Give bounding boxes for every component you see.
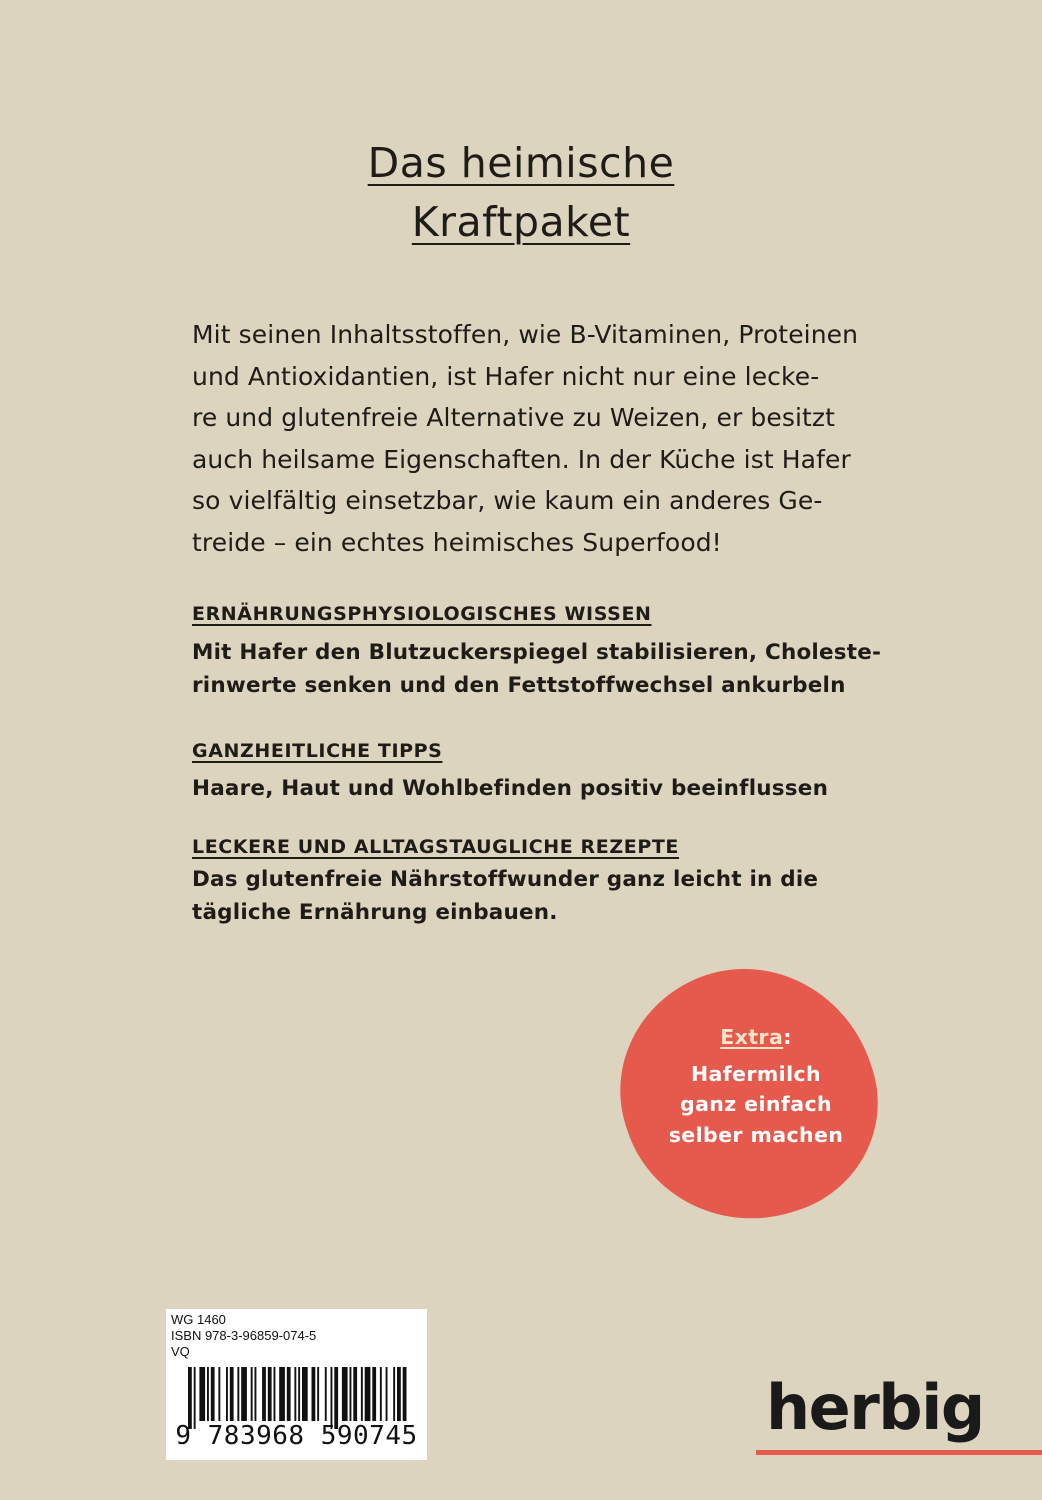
barcode-bar: [251, 1367, 253, 1421]
section-line: rinwerte senken und den Fettstoffwechsel ankurbeln: [192, 673, 846, 698]
section-body-recipes: [192, 863, 818, 929]
barcode-bar: [211, 1367, 215, 1421]
badge-line: ganz einfach: [680, 1092, 832, 1116]
barcode-bar: [241, 1367, 247, 1421]
badge-line: Hafermilch: [690, 1061, 822, 1086]
barcode-bar: [380, 1367, 382, 1421]
barcode-bar: [287, 1367, 291, 1421]
barcode-bar: [350, 1367, 352, 1421]
barcode-bar: [393, 1367, 395, 1421]
wg-number: WG 1460: [171, 1312, 226, 1327]
barcode-bar: [302, 1367, 308, 1421]
barcode-bar: [226, 1367, 228, 1421]
barcode-bar: [331, 1367, 333, 1429]
barcode-bar: [294, 1367, 296, 1421]
section-heading-nutrition: ERNÄHRUNGSPHYSIOLOGISCHES WISSEN: [192, 603, 652, 625]
barcode-bar: [262, 1367, 266, 1421]
logo-underline: [756, 1450, 1042, 1455]
barcode-bar: [268, 1367, 272, 1421]
section-body-nutrition: [192, 636, 881, 702]
section-body-tips: [192, 772, 828, 805]
section-line: Haare, Haut und Wohlbefinden positiv beeinflussen: [192, 776, 829, 801]
barcode-bar: [218, 1367, 220, 1421]
section-heading-recipes: LECKERE UND ALLTAGSTAUGLICHE REZEPTE: [192, 836, 679, 858]
intro-line: so vielfältig einsetzbar, wie kaum ein anderes Ge-: [192, 486, 823, 515]
badge-line: selber machen: [668, 1122, 844, 1147]
barcode-bar: [312, 1367, 316, 1421]
section-line: Mit Hafer den Blutzuckerspiegel stabilisieren, Choleste-: [192, 640, 882, 665]
barcode-bar: [237, 1367, 239, 1421]
barcode-bar: [230, 1367, 234, 1421]
publisher-logo: herbig: [766, 1371, 984, 1444]
barcode-bar: [325, 1367, 327, 1421]
extra-label: Extra: [720, 1025, 784, 1049]
barcode-bar: [279, 1367, 285, 1421]
barcode-bar: [361, 1367, 363, 1421]
barcode-bar: [274, 1367, 276, 1421]
barcode-bar: [372, 1367, 376, 1421]
title-line-2: Kraftpaket: [411, 198, 631, 246]
barcode-bar: [342, 1367, 348, 1421]
extra-colon: :: [783, 1025, 792, 1049]
intro-line: und Antioxidantien, ist Hafer nicht nur eine lecke-: [192, 361, 820, 391]
intro-line: Mit seinen Inhaltsstoffen, wie B-Vitaminen, Proteinen: [192, 320, 859, 349]
intro-line: re und glutenfreie Alternative zu Weizen, er besitzt: [192, 403, 836, 432]
vq-code: VQ: [171, 1344, 190, 1359]
barcode-bar: [199, 1367, 205, 1421]
barcode-bar: [255, 1367, 257, 1421]
barcode-bar: [403, 1367, 407, 1421]
barcode-bar: [188, 1367, 192, 1429]
barcode-bar: [334, 1367, 338, 1429]
barcode-bar: [207, 1367, 209, 1421]
barcode-bar: [386, 1367, 388, 1421]
intro-line: treide – ein echtes heimisches Superfood!: [192, 527, 722, 557]
title-line-1: Das heimische: [367, 139, 675, 187]
barcode-bar: [365, 1367, 371, 1421]
barcode-label: [166, 1309, 427, 1460]
barcode-bar: [397, 1367, 401, 1421]
barcode-bar: [317, 1367, 319, 1421]
section-line: Das glutenfreie Nährstoffwunder ganz leicht in die: [192, 867, 819, 892]
barcode-bar: [298, 1367, 300, 1421]
intro-line: auch heilsame Eigenschaften. In der Küche ist Hafer: [192, 444, 851, 474]
extra-badge-text: [640, 1022, 872, 1150]
book-title: [0, 134, 1042, 252]
barcode-bar: [353, 1367, 357, 1421]
intro-paragraph: [192, 314, 872, 563]
isbn-number: ISBN 978-3-96859-074-5: [171, 1328, 317, 1343]
section-heading-tips: GANZHEITLICHE TIPPS: [192, 740, 443, 762]
barcode-digits: 9 783968 590745: [175, 1421, 418, 1451]
barcode-bar: [194, 1367, 196, 1429]
section-line: tägliche Ernährung einbauen.: [192, 900, 558, 925]
